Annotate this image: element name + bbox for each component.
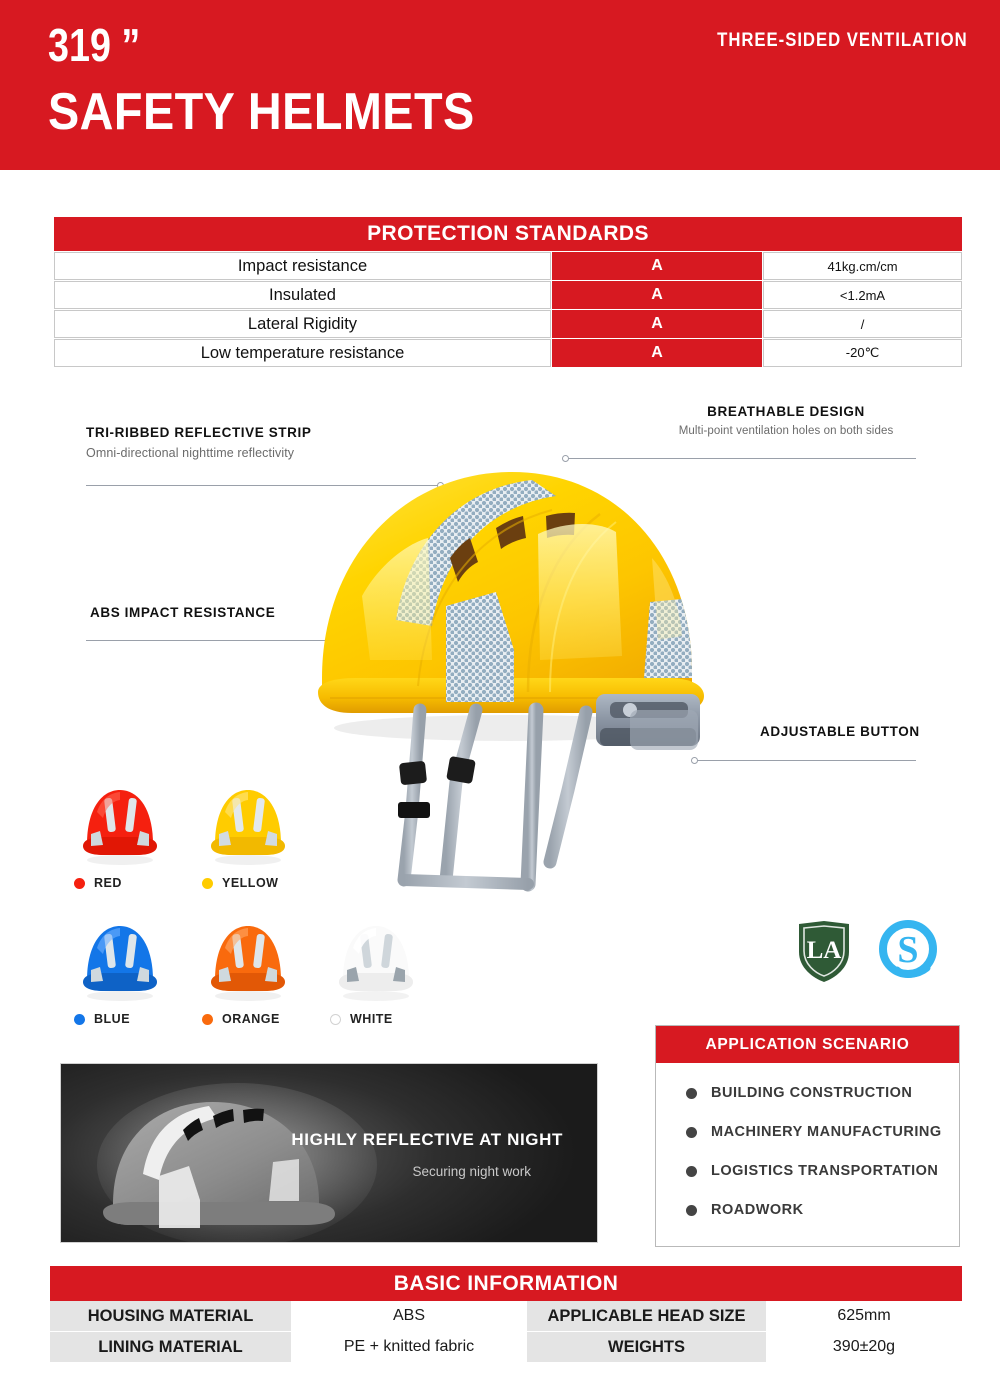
product-model: 319 ” [48, 19, 141, 71]
helmet-thumbnail-white [331, 918, 421, 1004]
standard-grade: A [552, 310, 762, 338]
standard-grade: A [552, 281, 762, 309]
bullet-icon [686, 1166, 697, 1177]
color-label-row [316, 1012, 436, 1026]
table-row [50, 1332, 962, 1363]
protection-standards-heading: PROTECTION STANDARDS [54, 217, 962, 251]
scenario-label: BUILDING CONSTRUCTION [711, 1085, 913, 1101]
night-panel-subtitle: Securing night work [412, 1164, 531, 1179]
info-value: 390±20g [767, 1332, 962, 1362]
color-dot-icon [330, 1014, 341, 1025]
standard-name: Insulated [54, 281, 551, 309]
color-option-blue[interactable] [60, 918, 180, 1026]
standard-grade: A [552, 252, 762, 280]
application-scenario-box [655, 1025, 960, 1247]
color-option-orange[interactable] [188, 918, 308, 1026]
svg-text:S: S [897, 929, 919, 971]
color-dot-icon [74, 878, 85, 889]
page-title: SAFETY HELMETS [48, 83, 475, 141]
helmet-thumbnail-red [75, 782, 165, 868]
strap-adjuster [446, 756, 476, 784]
standard-value: <1.2mA [763, 281, 962, 309]
color-dot-icon [202, 1014, 213, 1025]
callout-subtitle: Multi-point ventilation holes on both sides [678, 425, 894, 437]
helmet-thumbnail-blue [75, 918, 165, 1004]
info-label: WEIGHTS [527, 1332, 767, 1362]
bullet-icon [686, 1205, 697, 1216]
color-dot-icon [74, 1014, 85, 1025]
color-name: ORANGE [222, 1012, 280, 1026]
basic-information-table [50, 1266, 962, 1363]
color-label-row [188, 1012, 308, 1026]
info-label: LINING MATERIAL [50, 1332, 292, 1362]
standard-value: / [763, 310, 962, 338]
sq-certification-icon [879, 920, 937, 982]
standard-name: Impact resistance [54, 252, 551, 280]
color-name: WHITE [350, 1012, 393, 1026]
list-item [686, 1163, 959, 1179]
callout-title: ADJUSTABLE BUTTON [760, 724, 920, 739]
helmet-thumbnail-yellow [203, 782, 293, 868]
bullet-icon [686, 1088, 697, 1099]
standard-name: Low temperature resistance [54, 339, 551, 367]
color-label-row [188, 876, 308, 890]
list-item [686, 1202, 959, 1218]
color-option-red[interactable] [60, 782, 180, 890]
la-certification-icon [795, 918, 853, 984]
color-label-row [60, 876, 180, 890]
svg-text:LA: LA [806, 937, 842, 964]
application-scenario-heading: APPLICATION SCENARIO [656, 1026, 959, 1063]
night-panel-title: HIGHLY REFLECTIVE AT NIGHT [291, 1130, 563, 1149]
info-label: APPLICABLE HEAD SIZE [527, 1301, 767, 1331]
color-name: RED [94, 876, 122, 890]
standard-name: Lateral Rigidity [54, 310, 551, 338]
info-value: ABS [292, 1301, 527, 1331]
helmet-thumbnail-orange [203, 918, 293, 1004]
scenario-label: MACHINERY MANUFACTURING [711, 1124, 942, 1140]
color-option-yellow[interactable] [188, 782, 308, 890]
bullet-icon [686, 1127, 697, 1138]
table-row [54, 252, 962, 280]
list-item [686, 1124, 959, 1140]
scenario-label: LOGISTICS TRANSPORTATION [711, 1163, 939, 1179]
certification-badges [795, 918, 937, 984]
standard-value: 41kg.cm/cm [763, 252, 962, 280]
info-label: HOUSING MATERIAL [50, 1301, 292, 1331]
list-item [686, 1085, 959, 1101]
callout-title: BREATHABLE DESIGN [707, 404, 865, 419]
color-name: BLUE [94, 1012, 131, 1026]
callout-title: ABS IMPACT RESISTANCE [90, 605, 276, 620]
color-name: YELLOW [222, 876, 279, 890]
callout-reflective-strip [86, 425, 311, 460]
standard-value: -20℃ [763, 339, 962, 367]
callout-subtitle: Omni-directional nighttime reflectivity [86, 446, 295, 460]
scenario-label: ROADWORK [711, 1202, 804, 1218]
header-tagline: THREE-SIDED VENTILATION [717, 30, 968, 51]
table-row [54, 339, 962, 367]
leader-line [694, 760, 916, 761]
night-helmet-illustration [87, 1080, 387, 1243]
callout-abs-impact [90, 605, 275, 620]
application-scenario-list [656, 1063, 959, 1218]
color-option-white[interactable] [316, 918, 436, 1026]
table-row [54, 281, 962, 309]
standard-grade: A [552, 339, 762, 367]
callout-title: TRI-RIBBED REFLECTIVE STRIP [86, 425, 312, 440]
night-reflective-panel [60, 1063, 598, 1243]
protection-standards-table [54, 217, 962, 367]
color-dot-icon [202, 878, 213, 889]
page-header [0, 0, 1000, 170]
adjustable-buckle [596, 694, 700, 750]
color-label-row [60, 1012, 180, 1026]
table-row [54, 310, 962, 338]
color-options [60, 782, 480, 1042]
info-value: PE + knitted fabric [292, 1332, 527, 1362]
table-row [50, 1301, 962, 1332]
callout-adjustable-button [760, 724, 920, 739]
basic-information-heading: BASIC INFORMATION [50, 1266, 962, 1301]
info-value: 625mm [767, 1301, 962, 1331]
